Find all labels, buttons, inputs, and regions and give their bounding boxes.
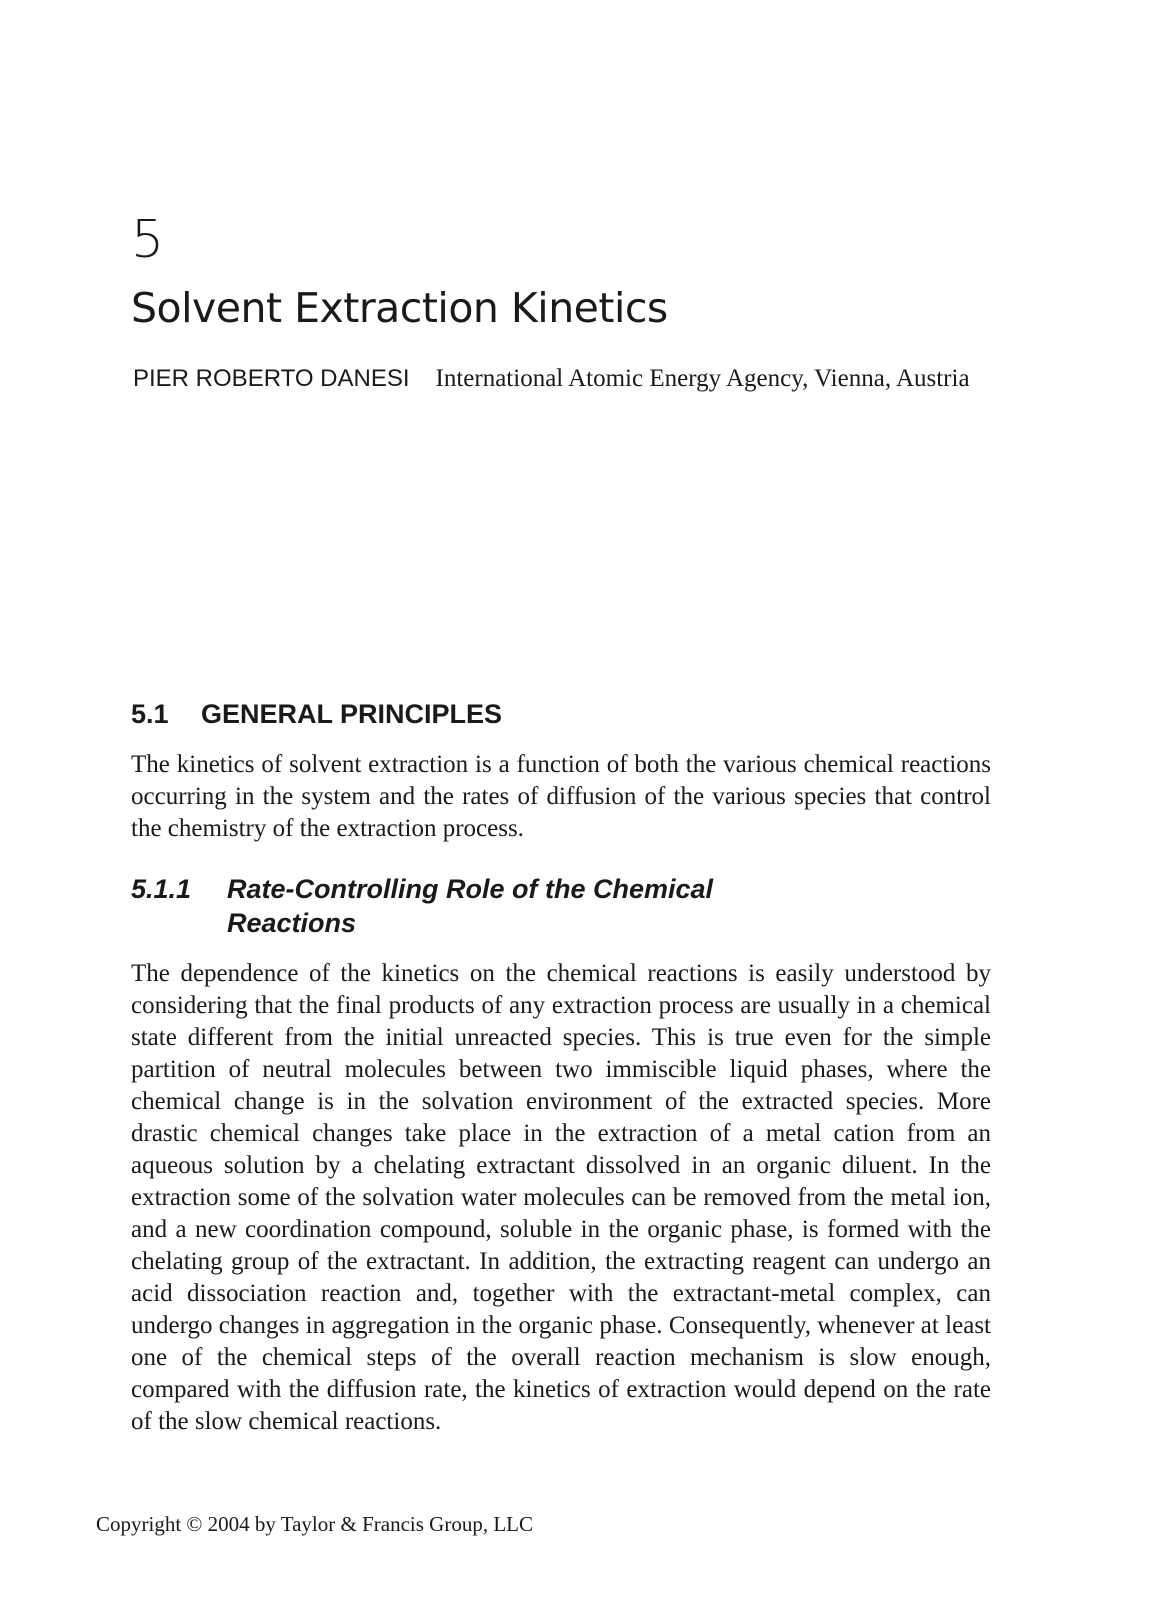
author-block: [133, 363, 993, 395]
subsection-title: Rate-Controlling Role of the Chemical Reactions: [227, 874, 714, 938]
subsection-number: 5.1.1: [131, 874, 192, 904]
author-name: PIER ROBERTO DANESI: [133, 365, 410, 392]
section-number: 5.1: [131, 699, 169, 729]
section-title: GENERAL PRINCIPLES: [201, 699, 503, 729]
chapter-title: Solvent Extraction Kinetics: [131, 284, 668, 332]
copyright-footer: Copyright © 2004 by Taylor & Francis Group, LLC: [96, 1512, 533, 1536]
subsection-heading: [131, 872, 787, 940]
section-paragraph: The kinetics of solvent extraction is a function of both the various chemical reactions occurring in the system and the rates of diffusion of the various species that control the chemistry of the extraction process.: [131, 751, 991, 842]
chapter-number: 5: [131, 210, 165, 270]
author-affiliation: International Atomic Energy Agency, Vienna, Austria: [435, 365, 970, 392]
section-heading: [131, 696, 502, 732]
subsection-paragraph: The dependence of the kinetics on the chemical reactions is easily understood by considering that the final products of any extraction process are usually in a chemical state different from the initial unreacted species. This is true even for the simple partition of neutral molecules between two immiscible liquid phases, where the chemical change is in the solvation environment of the extracted species. More drastic chemical changes take place in the extraction of a metal cation from an aqueous solution by a chelating extractant dissolved in an organic diluent. In the extraction some of the solvation water molecules can be removed from the metal ion, and a new coordination compound, soluble in the organic phase, is formed with the chelating group of the extractant. In addition, the extracting reagent can undergo an acid dissociation reaction and, together with the extractant-metal complex, can undergo changes in aggregation in the organic phase. Consequently, whenever at least one of the chemical steps of the overall reaction mechanism is slow enough, compared with the diffusion rate, the kinetics of extraction would depend on the rate of the slow chemical reactions.: [131, 960, 991, 1435]
